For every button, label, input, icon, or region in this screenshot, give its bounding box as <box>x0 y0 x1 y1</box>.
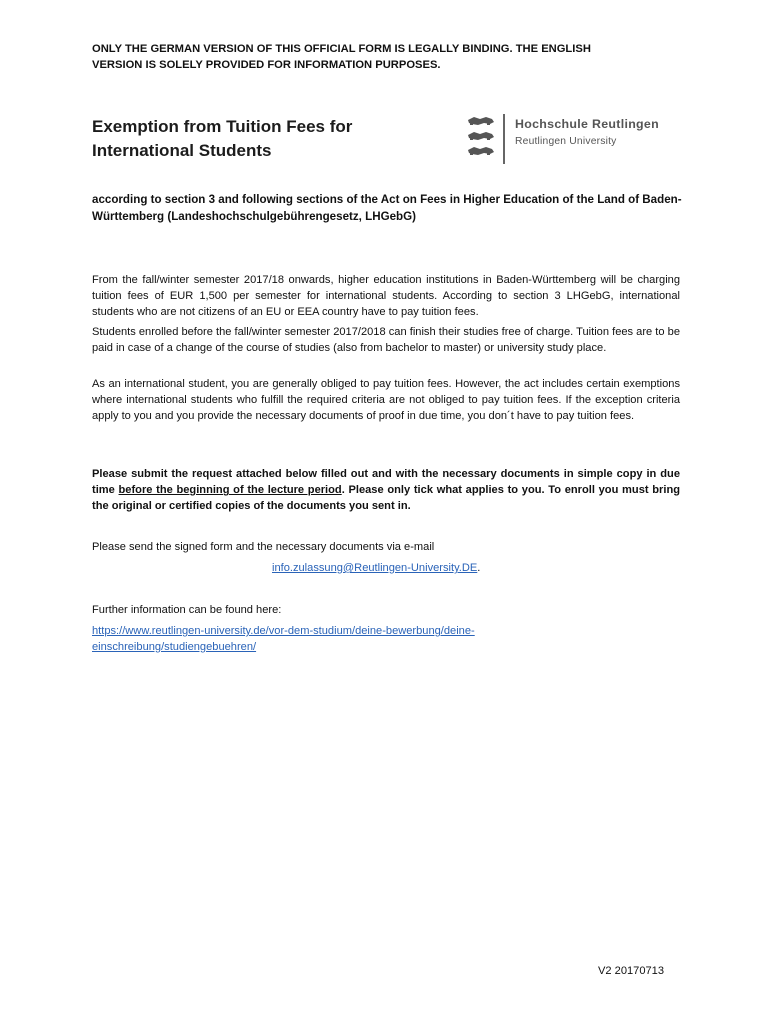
legal-notice-line-1: ONLY THE GERMAN VERSION OF THIS OFFICIAL FORM IS LEGALLY BINDING. THE ENGLISH <box>92 43 591 55</box>
logo-name: Hochschule Reutlingen <box>515 117 659 131</box>
page-title-line-1: Exemption from Tuition Fees for <box>92 117 353 136</box>
legal-notice-line-2: VERSION IS SOLELY PROVIDED FOR INFORMATION PURPOSES. <box>92 58 441 71</box>
paragraph-enrolled: Students enrolled before the fall/winter semester 2017/2018 can finish their studies free of charge. Tuition fees are to be paid in case of a change of the course of studies (also from bachelor to master) or university study place. <box>92 326 680 355</box>
submission-instructions <box>92 466 680 515</box>
email-suffix: . <box>477 562 481 574</box>
further-info-label: Further information can be found here: <box>92 604 282 616</box>
instructions-part-1: Please submit the request attached below filled out and with the necessary documents in simple copy in due time <box>92 468 680 497</box>
url-link-line-1[interactable]: https://www.reutlingen-university.de/vor-dem-studium/deine-bewerbung/deine- <box>92 625 475 637</box>
version-label: V2 20170713 <box>598 965 665 977</box>
paragraph-exemptions: As an international student, you are generally obliged to pay tuition fees. However, the act includes certain exemptions where international students who fulfill the required criteria are not obliged to pay tuition fees. If the exception criteria apply to you and you provide the necessary documents of proof in due time, you don´t have to pay tuition fees. <box>92 378 680 423</box>
logo-subname: Reutlingen University <box>515 136 617 147</box>
email-line <box>272 560 480 576</box>
paragraph-fees: From the fall/winter semester 2017/18 onwards, higher education institutions in Baden-Württemberg will be charging tuition fees of EUR 1,500 per semester for international students. According to section 3 LHGebG, international students who are not citizens of an EU or EEA country have to pay tuition fees. <box>92 274 680 319</box>
send-form-text: Please send the signed form and the necessary documents via e-mail <box>92 541 435 553</box>
page-title-line-2: International Students <box>92 141 272 160</box>
url-link-line-2[interactable]: einschreibung/studiengebuehren/ <box>92 641 257 653</box>
legal-notice <box>92 42 692 73</box>
instructions-part-2: . Please only tick what applies to you. To enroll you must bring the original or certified copies of the documents you sent in. <box>92 484 680 513</box>
email-link[interactable]: info.zulassung@Reutlingen-University.DE <box>272 562 478 574</box>
instructions-deadline: before the beginning of the lecture period <box>118 484 342 497</box>
logo-divider <box>503 114 505 164</box>
subtitle: according to section 3 and following sections of the Act on Fees in Higher Education of the Land of Baden-Württemberg (Landeshochschulgebührengesetz, LHGebG) <box>92 193 682 223</box>
page-title <box>92 115 352 163</box>
further-info-link[interactable] <box>92 623 652 655</box>
university-logo <box>466 114 686 166</box>
coat-of-arms-icon <box>466 116 496 162</box>
